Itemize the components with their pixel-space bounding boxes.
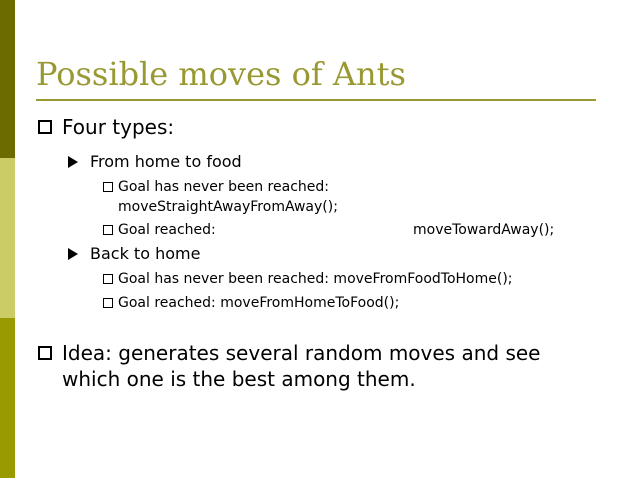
triangle-bullet-icon bbox=[68, 156, 78, 168]
sidebar-stripe-top bbox=[0, 0, 15, 158]
sub-bullet-home-to-food: From home to food bbox=[90, 152, 242, 171]
square-bullet-icon bbox=[38, 120, 52, 134]
item-goal-reached-a: Goal reached: bbox=[118, 222, 216, 238]
small-square-bullet-icon bbox=[103, 225, 113, 235]
item-goal-never-reached-a-continued: moveStraightAwayFromAway(); bbox=[118, 199, 338, 215]
small-square-bullet-icon bbox=[103, 274, 113, 284]
small-square-bullet-icon bbox=[103, 182, 113, 192]
sidebar-stripe-middle bbox=[0, 158, 15, 318]
sidebar-stripe bbox=[0, 0, 15, 478]
sub-bullet-back-to-home: Back to home bbox=[90, 244, 201, 263]
item-goal-never-reached-b: Goal has never been reached: moveFromFoodToHome(); bbox=[118, 271, 513, 287]
item-goal-reached-a-function: moveTowardAway(); bbox=[413, 222, 555, 238]
bullet-idea-line-1: Idea: generates several random moves and see bbox=[62, 341, 541, 365]
item-goal-never-reached-a: Goal has never been reached: bbox=[118, 179, 329, 195]
square-bullet-icon bbox=[38, 346, 52, 360]
bullet-four-types: Four types: bbox=[62, 115, 175, 139]
title-underline bbox=[36, 99, 596, 101]
triangle-bullet-icon bbox=[68, 248, 78, 260]
item-goal-reached-b: Goal reached: moveFromHomeToFood(); bbox=[118, 295, 400, 311]
small-square-bullet-icon bbox=[103, 298, 113, 308]
slide-title: Possible moves of Ants bbox=[36, 55, 406, 93]
bullet-idea-line-2: which one is the best among them. bbox=[62, 367, 416, 391]
sidebar-stripe-bottom bbox=[0, 318, 15, 478]
